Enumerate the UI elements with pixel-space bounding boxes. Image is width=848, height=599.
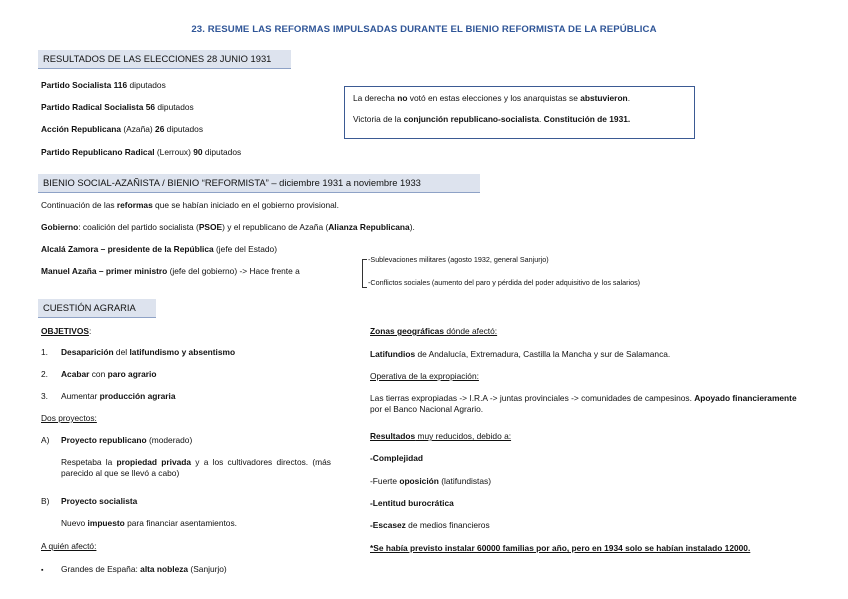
seats: 26 <box>155 124 165 134</box>
resultado-escasez: -Escasez de medios financieros <box>370 520 490 530</box>
bienio-paragraph-zamora: Alcalá Zamora – presidente de la República (jefe del Estado) <box>41 244 277 254</box>
seats: 90 <box>193 147 203 157</box>
seats-unit: diputados <box>202 147 242 157</box>
objetivos-heading: OBJETIVOS: <box>41 326 92 336</box>
nota-familias: *Se había previsto instalar 60000 familias por año, pero en 1934 solo se habían instalado 12000. <box>370 543 751 553</box>
bienio-paragraph-azana: Manuel Azaña – primer ministro (jefe del gobierno) -> Hace frente a <box>41 266 300 276</box>
resultado-lentitud: -Lentitud burocrática <box>370 498 454 508</box>
seats-unit: diputados <box>164 124 204 134</box>
seats: 56 <box>145 102 156 112</box>
summary-line-2: Victoria de la conjunción republicano-socialista. Constitución de 1931. <box>353 114 631 124</box>
frente-conflictos: -Conflictos sociales (aumento del paro y pérdida del poder adquisitivo de los salarios) <box>368 278 641 287</box>
election-summary-box <box>344 86 695 139</box>
bienio-paragraph-reformas: Continuación de las reformas que se habían iniciado en el gobierno provisional. <box>41 200 339 210</box>
election-row-republicano-radical <box>41 147 241 158</box>
objetivo-3: 3. Aumentar producción agraria <box>41 391 176 401</box>
resultados-heading: Resultados muy reducidos, debido a: <box>370 431 512 441</box>
section-header-agraria: CUESTIÓN AGRARIA <box>38 299 156 318</box>
party-name: Partido Radical Socialista <box>41 102 144 112</box>
party-name: Acción Republicana <box>41 124 122 134</box>
proyecto-socialista-desc: Nuevo impuesto para financiar asentamientos. <box>61 518 237 528</box>
bullet-icon: ▪ <box>41 567 44 574</box>
resultado-oposicion: -Fuerte oposición (latifundistas) <box>370 476 492 486</box>
bienio-paragraph-gobierno: Gobierno: coalición del partido socialista (PSOE) y el republicano de Azaña (Alianza Republicana). <box>41 222 415 232</box>
operativa-heading: Operativa de la expropiación: <box>370 371 479 381</box>
frente-sublevaciones: -Sublevaciones militares (agosto 1932, general Sanjurjo) <box>368 255 549 264</box>
afectados-grandes: ▪ Grandes de España: alta nobleza (Sanjurjo) <box>41 564 227 574</box>
resultado-complejidad: -Complejidad <box>370 453 424 463</box>
page-title: 23. RESUME LAS REFORMAS IMPULSADAS DURANTE EL BIENIO REFORMISTA DE LA REPÚBLICA <box>191 24 657 35</box>
summary-line-1: La derecha no votó en estas elecciones y los anarquistas se abstuvieron. <box>353 93 631 103</box>
election-row-radical-socialista <box>41 102 194 113</box>
election-row-accion-republicana <box>41 124 203 135</box>
section-header-bienio: BIENIO SOCIAL-AZAÑISTA / BIENIO “REFORMISTA” – diciembre 1931 a noviembre 1933 <box>38 174 480 193</box>
objetivo-1: 1. Desaparición del latifundismo y absentismo <box>41 347 236 357</box>
proyecto-republicano-desc: Respetaba la propiedad privada y a los cultivadores directos. (más parecido al que se llevó a cabo) <box>61 457 331 478</box>
brace-bracket <box>362 259 367 288</box>
objetivo-2: 2. Acabar con paro agrario <box>41 369 157 379</box>
operativa-description: Las tierras expropiadas -> I.R.A -> juntas provinciales -> comunidades de campesinos. Apoyado financieramente por el Banco Nacional Agrario. <box>370 393 797 414</box>
a-quien-afecto-heading: A quién afectó: <box>41 541 97 551</box>
proyecto-republicano: A) Proyecto republicano (moderado) <box>41 435 193 445</box>
seats-unit: diputados <box>155 102 194 112</box>
election-row-socialista <box>41 80 166 91</box>
party-name: Partido Socialista <box>41 80 112 90</box>
party-name: Partido Republicano Radical <box>41 147 155 157</box>
zonas-latifundios: Latifundios de Andalucía, Extremadura, Castilla la Mancha y sur de Salamanca. <box>370 349 671 359</box>
zonas-heading: Zonas geográficas dónde afectó: <box>370 326 498 336</box>
dos-proyectos-heading: Dos proyectos: <box>41 413 97 423</box>
party-leader: (Azaña) <box>121 124 156 134</box>
party-leader: (Lerroux) <box>154 147 194 157</box>
seats-unit: diputados <box>127 80 166 90</box>
proyecto-socialista: B) Proyecto socialista <box>41 496 138 506</box>
section-header-elecciones: RESULTADOS DE LAS ELECCIONES 28 JUNIO 1931 <box>38 50 291 69</box>
seats: 116 <box>113 80 128 90</box>
